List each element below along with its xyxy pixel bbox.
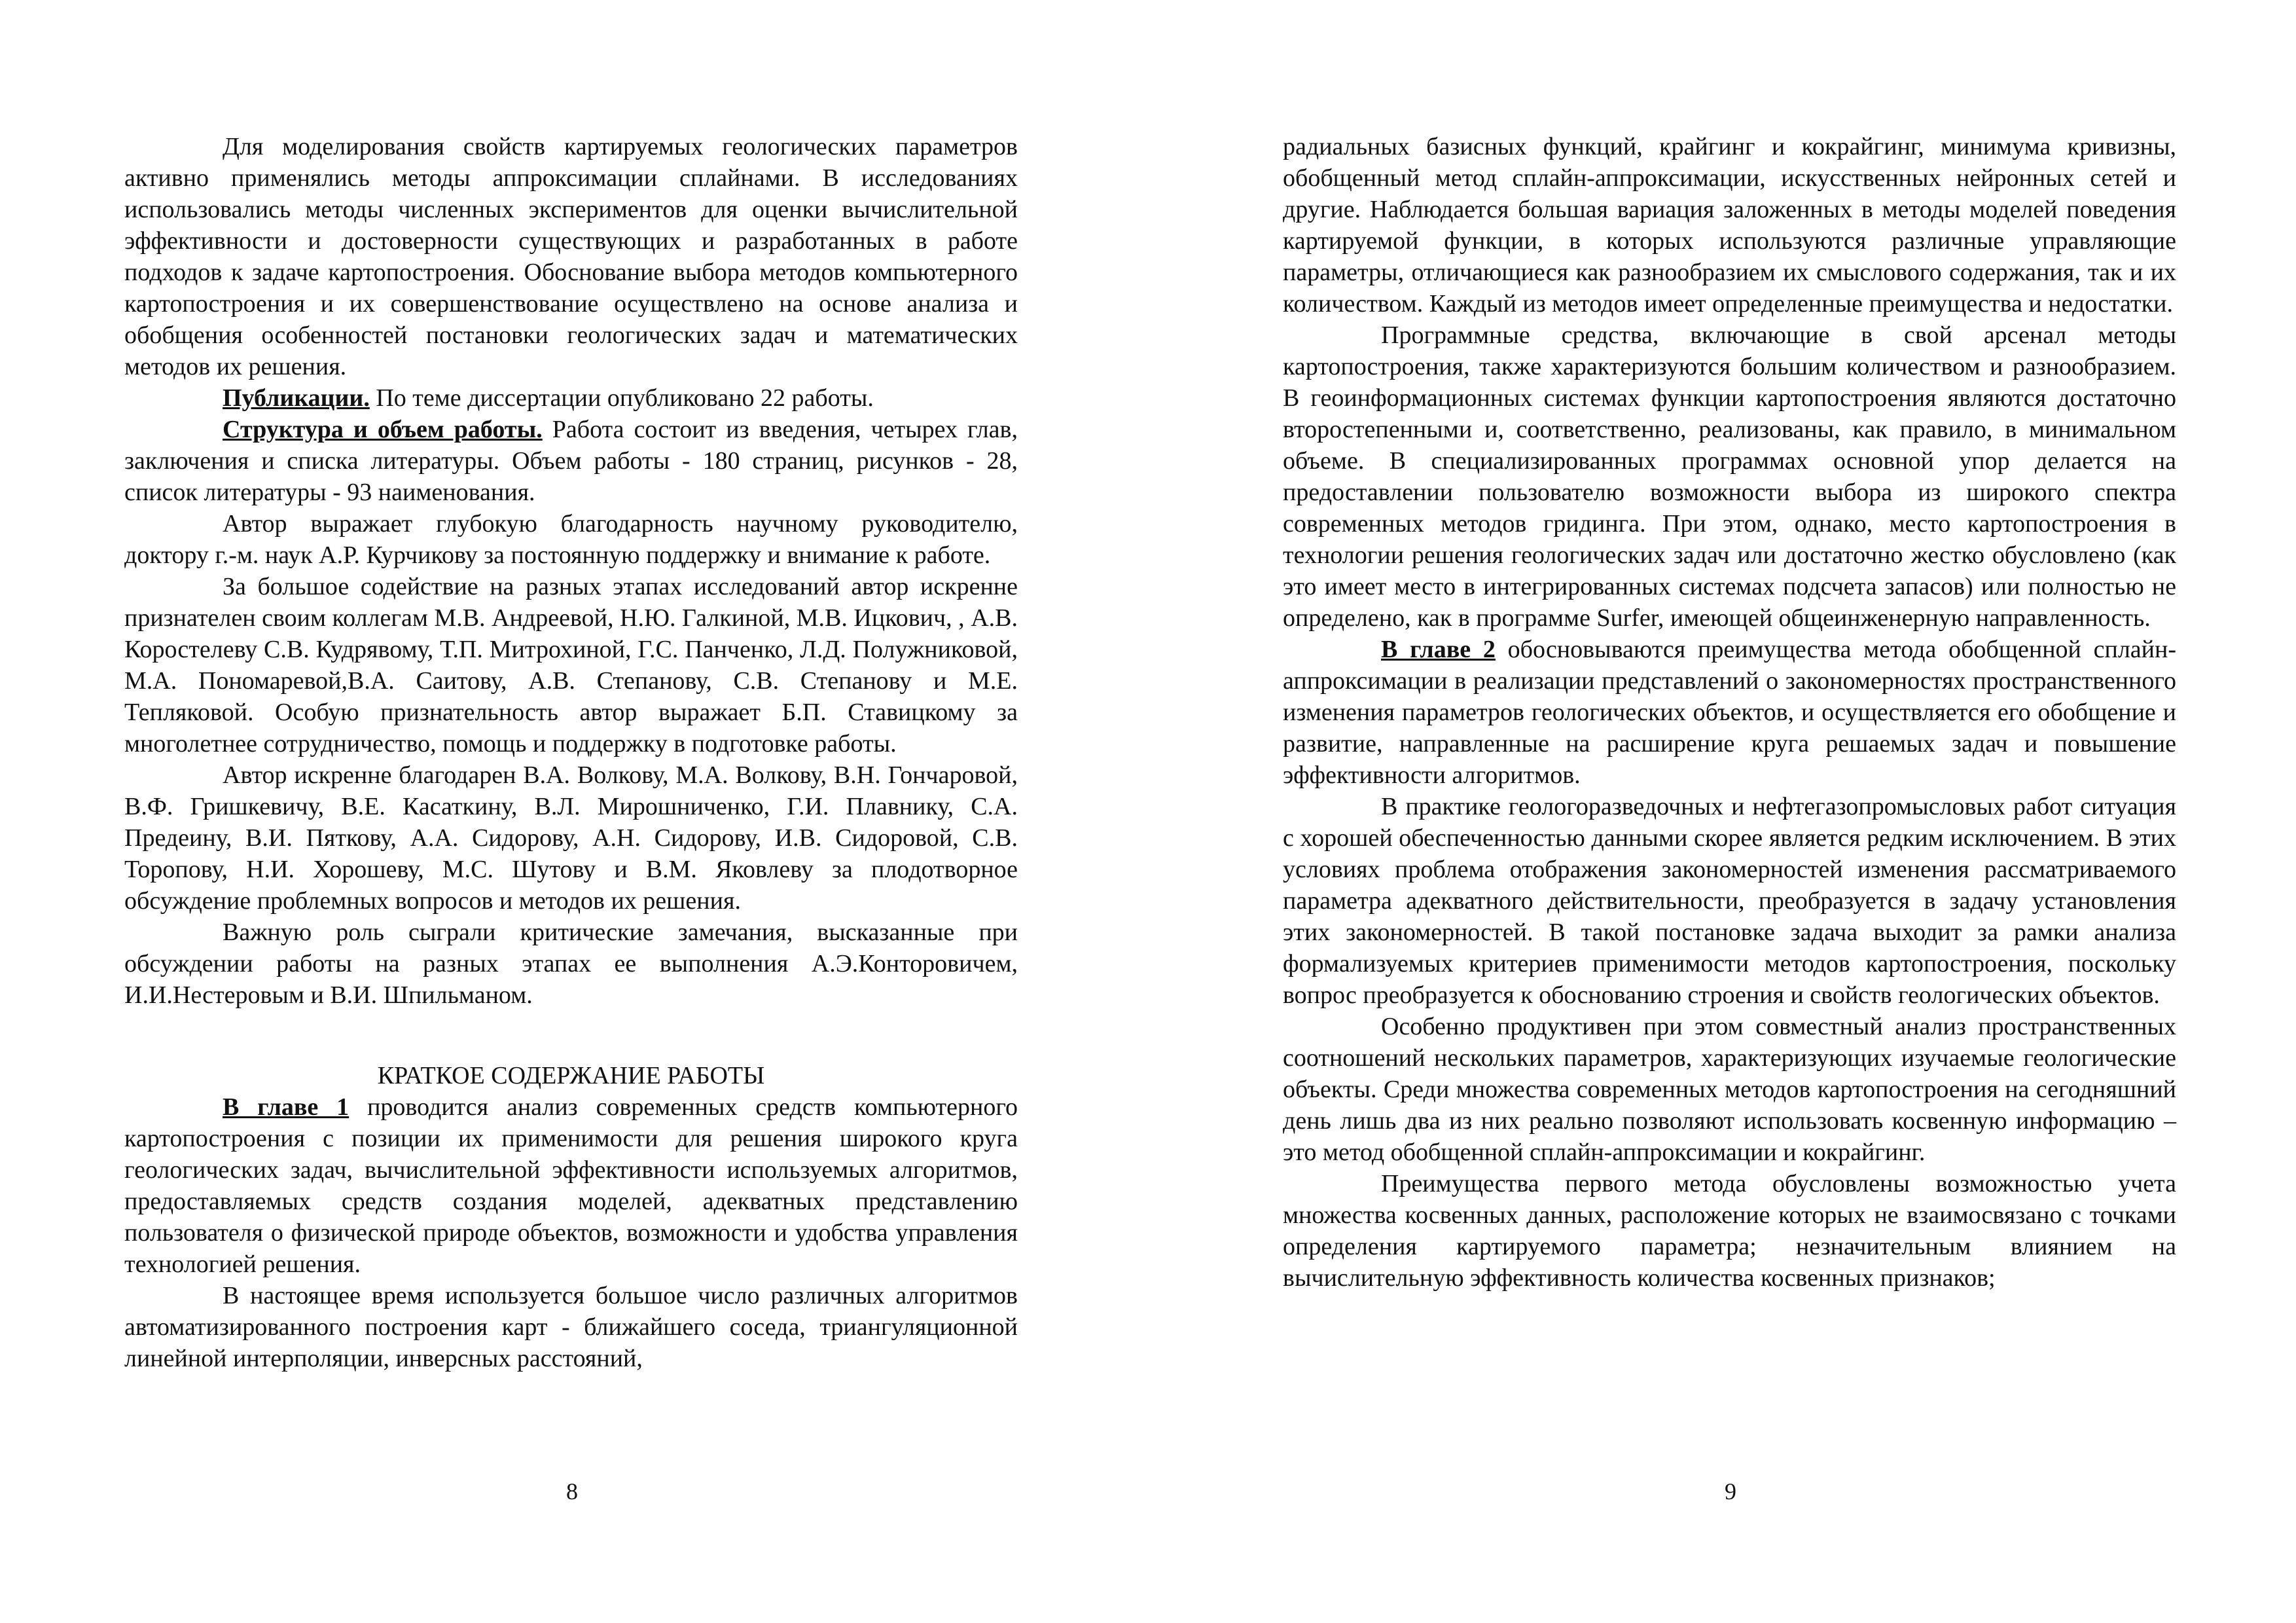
structure-label: Структура и объем работы. (223, 416, 543, 443)
paragraph-joint-analysis: Особенно продуктивен при этом совместный анализ пространственных соотношений нескольких параметров, характеризующих изучаемые геологические объекты. Среди множества современных методов картопостроения на сегодняшний день лишь два из них реально позволяют использовать косвенную информацию – это метод обобщенной сплайн-аппроксимации и кокрайгинг. (1283, 1013, 2176, 1166)
page-number-left: 8 (566, 1478, 578, 1504)
paragraph-publications (124, 382, 1018, 414)
chapter-2-label: В главе 2 (1381, 636, 1496, 663)
chapter-1-text: проводится анализ современных средств компьютерного картопостроения с позиции их применимости для решения широкого круга геологических задач, вычислительной эффективности используемых алгоритмов, предоставляемых средств создания моделей, адекватных представлению пользователя о физической природе объектов, возможности и удобства управления технологией решения. (124, 1093, 1018, 1278)
paragraph-thanks-discussion: Автор искренне благодарен В.А. Волкову, М.А. Волкову, В.Н. Гончаровой, В.Ф. Гришкевичу, В.Е. Касаткину, В.Л. Мирошниченко, Г.И. Плавнику, С.А. Предеину, В.И. Пяткову, А.А. Сидорову, А.Н. Сидорову, И.В. Сидоровой, С.В. Торопову, Н.И. Хорошеву, М.С. Шутову и В.М. Яковлеву за плодотворное обсуждение проблемных вопросов и методов их решения. (124, 761, 1018, 915)
paragraph-thanks-colleagues: За большое содействие на разных этапах исследований автор искренне признателен своим коллегам М.В. Андреевой, Н.Ю. Галкиной, М.В. Ицкович, , А.В. Коростелеву С.В. Кудрявому, Т.П. Митрохиной, Г.С. Панченко, Л.Д. Полужниковой, М.А. Пономаревой,В.А. Саитову, А.В. Степанову, С.В. Степанову и М.Е. Тепляковой. Особую признательность автор выражает Б.П. Ставицкому за многолетнее сотрудничество, помощь и поддержку в подготовке работы. (124, 573, 1018, 757)
paragraph-chapter-1 (124, 1091, 1018, 1280)
paragraph-thanks-supervisor: Автор выражает глубокую благодарность научному руководителю, доктору г.-м. наук А.Р. Курчикову за постоянную поддержку и внимание к работе. (124, 510, 1018, 569)
chapter-2-text: обосновываются преимущества метода обобщенной сплайн-аппроксимации в реализации представлений о закономерностях пространственного изменения параметров геологических объектов, и осуществляется его обобщение и развитие, направленные на расширение круга решаемых задач и повышение эффективности алгоритмов. (1283, 636, 2176, 789)
chapter-1-label: В главе 1 (223, 1093, 350, 1121)
paragraph-critical-remarks: Важную роль сыграли критические замечания, высказанные при обсуждении работы на разных этапах ее выполнения А.Э.Конторовичем, И.И.Нестеровым и В.И. Шпильманом. (124, 919, 1018, 1009)
page-number-right: 9 (1725, 1478, 1736, 1504)
structure-text: Работа состоит из введения, четырех глав, заключения и списка литературы. Объем работы - 180 страниц, рисунков - 28, список литературы - 93 наименования. (124, 416, 1018, 506)
paragraph-structure (124, 414, 1018, 508)
paragraph-chapter-2 (1283, 634, 2176, 791)
publications-label: Публикации. (223, 384, 370, 412)
paragraph-advantages: Преимущества первого метода обусловлены возможностью учета множества косвенных данных, расположение которых не взаимосвязано с точками определения картируемого параметра; незначительным влиянием на вычислительную эффективность количества косвенных признаков; (1283, 1170, 2176, 1292)
left-page (124, 131, 1018, 1374)
paragraph-practice: В практике геологоразведочных и нефтегазопромысловых работ ситуация с хорошей обеспеченностью данными скорее является редким исключением. В этих условиях проблема отображения закономерностей изменения рассматриваемого параметра адекватного действительности, преобразуется в задачу установления этих закономерностей. В такой постановке задача выходит за рамки анализа формализуемых критериев применимости методов картопостроения, поскольку вопрос преобразуется к обоснованию строения и свойств геологических объектов. (1283, 793, 2176, 1009)
paragraph-methods: Для моделирования свойств картируемых геологических параметров активно применялись методы аппроксимации сплайнами. В исследованиях использовались методы численных экспериментов для оценки вычислительной эффективности и достоверности существующих и разработанных в работе подходов к задаче картопостроения. Обоснование выбора методов компьютерного картопостроения и их совершенствование осуществлено на основе анализа и обобщения особенностей постановки геологических задач и математических методов их решения. (124, 133, 1018, 380)
paragraph-software: Программные средства, включающие в свой арсенал методы картопостроения, также характеризуются большим количеством и разнообразием. В геоинформационных системах функции картопостроения являются достаточно второстепенными и, соответственно, реализованы, как правило, в минимальном объеме. В специализированных программах основной упор делается на предоставлении пользователю возможности выбора из широкого спектра современных методов гридинга. При этом, однако, место картопостроения в технологии решения геологических задач или достаточно жестко обусловлено (как это имеет место в интегрированных системах подсчета запасов) или полностью не определено, как в программе Surfer, имеющей общеинженерную направленность. (1283, 321, 2176, 632)
right-page (1283, 131, 2176, 1294)
publications-text: По теме диссертации опубликовано 22 работы. (369, 384, 874, 412)
paragraph-algorithms: В настоящее время используется большое число различных алгоритмов автоматизированного построения карт - ближайшего соседа, триангуляционной линейной интерполяции, инверсных расстояний, (124, 1282, 1018, 1372)
paragraph-methods-continued: радиальных базисных функций, крайгинг и кокрайгинг, минимума кривизны, обобщенный метод сплайн-аппроксимации, искусственных нейронных сетей и другие. Наблюдается большая вариация заложенных в методы моделей поведения картируемой функции, в которых используются различные управляющие параметры, отличающиеся как разнообразием их смыслового содержания, так и их количеством. Каждый из методов имеет определенные преимущества и недостатки. (1283, 133, 2176, 318)
section-title: КРАТКОЕ СОДЕРЖАНИЕ РАБОТЫ (377, 1062, 765, 1089)
